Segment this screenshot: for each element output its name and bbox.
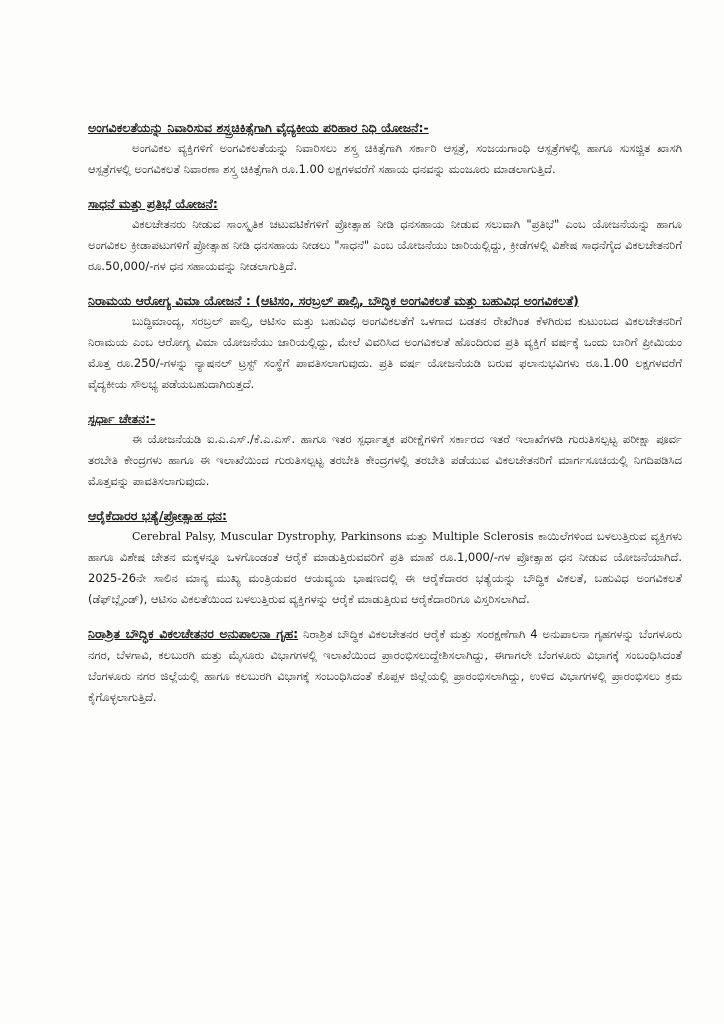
section-care-home [88,624,682,708]
section-medical-relief-fund [88,118,682,180]
section-heading: ಸ್ಪರ್ಧಾ ಚೇತನ:- [88,411,156,426]
section-caregiver-allowance [88,506,682,610]
section-body: ವಿಕಲಚೇತನರು ನೀಡುವ ಸಾಂಸ್ಕೃತಿಕ ಚಟುವಟಿಕೆಗಳಿಗೆ ಪ್ರೋತ್ಸಾಹ ನೀಡಿ ಧನಸಹಾಯ ನೀಡುವ ಸಲುವಾಗಿ "ಪ್ರತಿಭೆ" ಎಂಬ ಯೋಜನೆಯನ್ನು ಹಾಗೂ ಅಂಗವಿಕಲ ಕ್ರೀಡಾಪಟುಗಳಿಗೆ ಪ್ರೋತ್ಸಾಹ ನೀಡಿ ಧನಸಹಾಯ ನೀಡಲು "ಸಾಧನೆ" ಎಂಬ ಯೋಜನೆಯು ಜಾರಿಯಲ್ಲಿದ್ದು, ಕ್ರೀಡೆಗಳಲ್ಲಿ ವಿಶೇಷ ಸಾಧನೆಗೈದ ವಿಕಲಚೇತನರಿಗೆ ರೂ.50,000/-ಗಳ ಧನ ಸಹಾಯವನ್ನು ನೀಡಲಾಗುತ್ತಿದೆ. [88,217,682,273]
section-heading: ಸಾಧನೆ ಮತ್ತು ಪ್ರತಿಭೆ ಯೋಜನೆ: [88,196,218,211]
section-spardha-chetana [88,409,682,492]
disease-names: Cerebral Palsy, Muscular Dystrophy, Parkinsons [132,530,402,543]
section-body: ಈ ಯೋಜನೆಯಡಿ ಐ.ಎ.ಎಸ್./ಕೆ.ಎ.ಎಸ್. ಹಾಗೂ ಇತರ ಸ್ಪರ್ಧಾತ್ಮಕ ಪರೀಕ್ಷೆಗಳಿಗೆ ಸರ್ಕಾರದ ಇತರೆ ಇಲಾಖೆಗಳಡಿ ಗುರುತಿಸಲ್ಪಟ್ಟ ಪರೀಕ್ಷಾ ಪೂರ್ವ ತರಬೇತಿ ಕೇಂದ್ರಗಳು ಹಾಗೂ ಈ ಇಲಾಖೆಯಿಂದ ಗುರುತಿಸಲ್ಪಟ್ಟ ತರಬೇತಿ ಕೇಂದ್ರಗಳಲ್ಲಿ ತರಬೇತಿ ಪಡೆಯುವ ವಿಕಲಚೇತನರಿಗೆ ಮಾರ್ಗಸೂಚಿಯಲ್ಲಿ ನಿಗದಿಪಡಿಸಿದ ಮೊತ್ತವನ್ನು ಪಾವತಿಸಲಾಗುವುದು. [88,432,682,488]
section-sadhane-pratibhe [88,194,682,277]
section-heading: ನಿರಾಶ್ರಿತ ಬೌದ್ಧಿಕ ವಿಕಲಚೇತನರ ಅನುಪಾಲನಾ ಗೃಹ: [88,626,299,641]
body-text: ಕಾಯಿಲೆಗಳಿಂದ ಬಳಲುತ್ತಿರುವ ವ್ಯಕ್ತಿಗಳು ಹಾಗೂ ವಿಶೇಷ ಚೇತನ ಮಕ್ಕಳನ್ನೂ ಒಳಗೊಂಡಂತೆ ಆರೈಕೆ ಮಾಡುತ್ತಿರುವವರಿಗೆ ಪ್ರತಿ ಮಾಹೆ ರೂ.1,000/-ಗಳ ಪ್ರೋತ್ಸಾಹ ಧನ ನೀಡುವ ಯೋಜನೆಯಾಗಿದೆ. 2025-26ನೇ ಸಾಲಿನ ಮಾನ್ಯ ಮುಖ್ಯ ಮಂತ್ರಿಯವರ ಆಯವ್ಯಯ ಭಾಷಣದಲ್ಲಿ ಈ ಆರೈಕೆದಾರರ ಭತ್ಯೆಯನ್ನು ಬೌದ್ಧಿಕ ವಿಕಲತೆ, ಬಹುವಿಧ ಅಂಗವಿಕಲತೆ (ಡೆಫ್‌ಬ್ಲೈಂಡ್), ಆಟಿಸಂ ವಿಕಲತೆಯಿಂದ ಬಳಲುತ್ತಿರುವ ವ್ಯಕ್ತಿಗಳನ್ನು ಆರೈಕೆ ಮಾಡುತ್ತಿರುವ ಆರೈಕೆದಾರರಿಗೂ ವಿಸ್ತರಿಸಲಾಗಿದೆ. [88,529,683,606]
section-heading: ಅಂಗವಿಕಲತೆಯನ್ನು ನಿವಾರಿಸುವ ಶಸ್ತ್ರಚಿಕಿತ್ಸೆಗಾಗಿ ವೈದ್ಯಕೀಯ ಪರಿಹಾರ ನಿಧಿ ಯೋಜನೆ:- [88,120,429,135]
section-body: ಬುದ್ಧಿಮಾಂದ್ಯ, ಸರಬ್ರಲ್ ಪಾಲ್ಸಿ, ಆಟಿಸಂ ಮತ್ತು ಬಹುವಿಧ ಅಂಗವಿಕಲತೆಗೆ ಒಳಗಾದ ಬಡತನ ರೇಖೆಗಿಂತ ಕೆಳಗಿರುವ ಕುಟುಂಬದ ವಿಕಲಚೇತನರಿಗೆ ನಿರಾಮಯ ಎಂಬ ಆರೋಗ್ಯ ವಿಮಾ ಯೋಜನೆಯು ಜಾರಿಯಲ್ಲಿದ್ದು, ಮೇಲೆ ವಿವರಿಸಿದ ಅಂಗವಿಕಲತೆ ಹೊಂದಿರುವ ಪ್ರತಿ ವ್ಯಕ್ತಿಗೆ ವರ್ಷಕ್ಕೆ ಒಂದು ಬಾರಿಗೆ ಪ್ರೀಮಿಯಂ ಮೊತ್ತ ರೂ.250/-ಗಳನ್ನು ನ್ಯಾಷನಲ್ ಟ್ರಸ್ಟ್ ಸಂಸ್ಥೆಗೆ ಪಾವತಿಸಲಾಗುವುದು. ಪ್ರತಿ ವರ್ಷ ಯೋಜನೆಯಡಿ ಬರುವ ಫಲಾನುಭವಿಗಳು ರೂ.1.00 ಲಕ್ಷಗಳವರೆಗೆ ವೈದ್ಯಕೀಯ ಸೌಲಭ್ಯ ಪಡೆಯಬಹುದಾಗಿರುತ್ತದೆ. [88,314,682,391]
body-text: ನಿರಾಶ್ರಿತ ಬೌದ್ಧಿಕ ವಿಕಲಚೇತನರ ಆರೈಕೆ ಮತ್ತು ಸಂರಕ್ಷಣೆಗಾಗಿ 4 ಅನುಪಾಲನಾ ಗೃಹಗಳನ್ನು ಬೆಂಗಳೂರು ನಗರ, ಬೆಳಗಾವಿ, ಕಲಬುರಗಿ ಮತ್ತು ಮೈಸೂರು ವಿಭಾಗಗಳಲ್ಲಿ ಇಲಾಖೆಯಿಂದ ಪ್ರಾರಂಭಿಸಲುದ್ದೇಶಿಸಲಾಗಿದ್ದು, ಈಗಾಗಲೇ ಬೆಂಗಳೂರು ವಿಭಾಗಕ್ಕೆ ಸಂಬಂಧಿಸಿದಂತೆ ಬೆಂಗಳೂರು ನಗರ ಜಿಲ್ಲೆಯಲ್ಲಿ ಹಾಗೂ ಕಲಬುರಗಿ ವಿಭಾಗಕ್ಕೆ ಸಂಬಂಧಿಸಿದಂತೆ ಕೊಪ್ಪಳ ಜಿಲ್ಲೆಯಲ್ಲಿ ಪ್ರಾರಂಭಿಸಲಾಗಿದ್ದು, ಉಳಿದ ವಿಭಾಗಗಳಲ್ಲಿ ಪ್ರಾರಂಭಿಸಲು ಕ್ರಮ ಕೈಗೊಳ್ಳಲಾಗುತ್ತಿದೆ. [88,627,683,704]
section-heading: ನಿರಾಮಯ ಆರೋಗ್ಯ ವಿಮಾ ಯೋಜನೆ : (ಆಟಿಸಂ, ಸರಬ್ರಲ್ ಪಾಲ್ಸಿ, ಬೌದ್ಧಿಕ ಅಂಗವಿಕಲತೆ ಮತ್ತು ಬಹುವಿಧ ಅಂಗವಿಕಲತೆ) [88,293,579,308]
disease-name-ms: Multiple Sclerosis [432,530,534,543]
conjunction: ಮತ್ತು [406,529,428,543]
section-body [88,624,682,708]
section-body: ಅಂಗವಿಕಲ ವ್ಯಕ್ತಿಗಳಿಗೆ ಅಂಗವಿಕಲತೆಯನ್ನು ನಿವಾರಿಸಲು ಶಸ್ತ್ರ ಚಿಕಿತ್ಸೆಗಾಗಿ ಸರ್ಕಾರಿ ಆಸ್ಪತ್ರೆ, ಸಂಜಯಗಾಂಧಿ ಆಸ್ಪತ್ರೆಗಳಲ್ಲಿ ಹಾಗೂ ಸುಸಜ್ಜಿತ ಖಾಸಗಿ ಆಸ್ಪತ್ರೆಗಳಲ್ಲಿ ಅಂಗವಿಕಲತೆ ನಿವಾರಣಾ ಶಸ್ತ್ರ ಚಿಕಿತ್ಸೆಗಾಗಿ ರೂ.1.00 ಲಕ್ಷಗಳವರೆಗೆ ಸಹಾಯ ಧನವನ್ನು ಮಂಜೂರು ಮಾಡಲಾಗುತ್ತಿದೆ. [88,141,682,176]
section-body [88,526,682,610]
section-heading: ಆರೈಕೆದಾರರ ಭತ್ಯೆ/ಪ್ರೋತ್ಸಾಹ ಧನ: [88,508,227,523]
section-niramaya-insurance [88,291,682,395]
